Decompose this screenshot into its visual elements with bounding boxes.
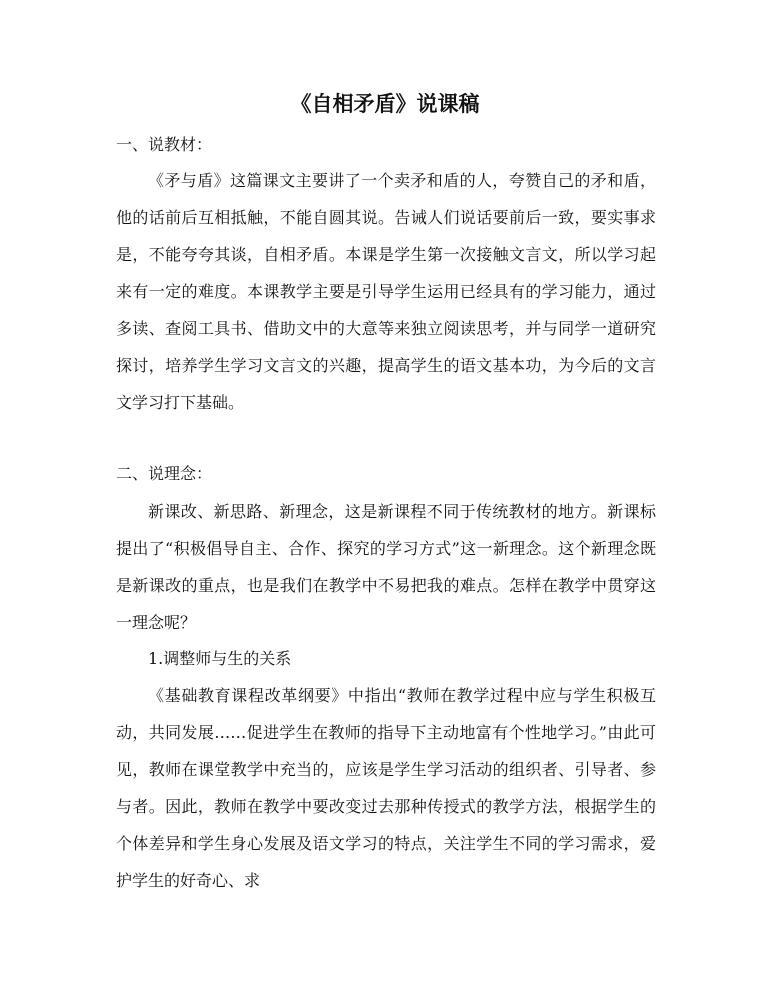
section-heading-teaching-material: 一、说教材：: [116, 135, 213, 154]
document-title: 《自相矛盾》说课稿: [290, 91, 480, 116]
paragraph-curriculum-reform: 《基础教育课程改革纲要》中指出“教师在教学过程中应与学生积极互动，共同发展……促进学生在教师的指导下主动地富有个性地学习。”由此可见，教师在课堂教学中充当的，应该是学生学习活动的组织者、引导者、参与者。因此，教师在教学中要改变过去那种传授式的教学方法，根据学生的个体差异和学生身心发展及语文学习的特点，关注学生不同的学习需求，爱护学生的好奇心、求: [116, 686, 656, 890]
paragraph-teaching-material: 《矛与盾》这篇课文主要讲了一个卖矛和盾的人，夸赞自己的矛和盾，他的话前后互相抵触，不能自圆其说。告诫人们说话要前后一致，要实事求是，不能夸夸其谈，自相矛盾。本课是学生第一次接触文言文，所以学习起来有一定的难度。本课教学主要是引导学生运用已经具有的学习能力，通过多读、查阅工具书、借助文中的大意等来独立阅读思考，并与同学一道研究探讨，培养学生学习文言文的兴趣，提高学生的语文基本功，为今后的文言文学习打下基础。: [116, 171, 656, 412]
section-heading-concept: 二、说理念：: [116, 464, 213, 483]
paragraph-concept: 新课改、新思路、新理念，这是新课程不同于传统教材的地方。新课标提出了“积极倡导自主、合作、探究的学习方式”这一新理念。这个新理念既是新课改的重点，也是我们在教学中不易把我的难点。怎样在教学中贯穿这一理念呢？: [116, 502, 656, 632]
subheading-teacher-student-relationship: 1.调整师与生的关系: [148, 649, 292, 668]
